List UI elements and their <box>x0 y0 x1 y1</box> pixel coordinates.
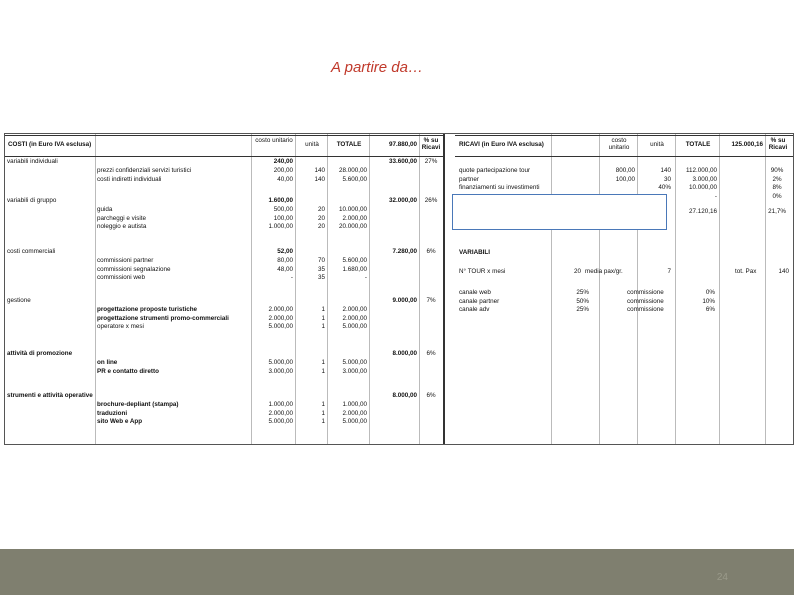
cost-section-pct: 6% <box>426 248 436 255</box>
cost-item-total: - <box>364 274 367 282</box>
costs-header-qty: unità <box>305 141 319 148</box>
cost-item-unit: 1.000,00 <box>268 223 293 231</box>
cost-item-qty: 1 <box>321 401 325 408</box>
page-number: 24 <box>716 572 728 583</box>
channel-commission-label: commissione <box>627 297 664 305</box>
cost-item-label: commissioni web <box>97 274 145 282</box>
channel-pct: 25% <box>576 289 589 296</box>
cost-section-unit: 240,00 <box>273 158 293 165</box>
revenue-item-pct: 90% <box>770 167 784 174</box>
cost-section-total: 9.000,00 <box>392 297 417 304</box>
cost-item-total: 1.680,00 <box>342 265 367 273</box>
cost-item-label: commissioni segnalazione <box>97 265 171 273</box>
cost-item-qty: 1 <box>321 314 325 322</box>
revenue-item-pct: 0% <box>772 192 782 200</box>
cost-section-total: 33.600,00 <box>388 158 417 165</box>
costs-header-label: COSTI (in Euro IVA esclusa) <box>8 141 92 148</box>
cost-section-name: variabili individuali <box>7 158 58 165</box>
revenue-item-unit: 800,00 <box>615 167 635 174</box>
cost-item-qty: 20 <box>317 206 325 213</box>
cost-item-qty: 1 <box>321 418 325 426</box>
cost-item-qty: 1 <box>321 359 325 366</box>
margin-total: 27.120,16 <box>688 208 717 215</box>
cost-item-unit: 80,00 <box>277 257 293 264</box>
media-value: 7 <box>667 268 671 275</box>
cost-section-name: costi commerciali <box>7 248 56 255</box>
cost-item-qty: 1 <box>321 367 325 375</box>
cost-item-total: 2.000,00 <box>342 214 367 222</box>
channel-label: canale web <box>459 289 491 296</box>
cost-item-total: 2.000,00 <box>342 314 367 322</box>
cost-item-unit: 5.000,00 <box>268 323 293 331</box>
cost-item-total: 2.000,00 <box>342 306 367 313</box>
cost-item-qty: 35 <box>317 274 325 282</box>
cost-item-total: 5.000,00 <box>342 323 367 331</box>
revenue-item-unit: 100,00 <box>615 175 635 183</box>
cost-item-label: on line <box>97 359 118 366</box>
cost-item-unit: 2.000,00 <box>268 314 293 322</box>
revenue-item-qty: 40% <box>658 184 671 192</box>
cost-section-pct: 26% <box>424 197 438 204</box>
variabili-label: VARIABILI <box>459 249 491 256</box>
cost-item-total: 5.600,00 <box>342 175 367 183</box>
cost-section-name: variabili di gruppo <box>7 197 57 204</box>
channel-commission: 0% <box>705 289 715 296</box>
cost-item-unit: 100,00 <box>273 214 293 222</box>
revenue-item-total: 112.000,00 <box>685 167 717 174</box>
costs-grand-total: 97.880,00 <box>388 141 417 148</box>
revenue-item-label: quote partecipazione tour <box>459 167 531 174</box>
cost-section-name: gestione <box>7 297 31 304</box>
cost-item-qty: 140 <box>314 175 325 183</box>
cost-item-unit: 2.000,00 <box>268 409 293 417</box>
revenues-header-qty: unità <box>650 141 664 148</box>
cost-item-unit: 5.000,00 <box>268 418 293 426</box>
cost-item-label: traduzioni <box>97 409 128 417</box>
revenue-item-label: partner <box>459 175 479 183</box>
cost-item-total: 1.000,00 <box>342 401 367 408</box>
revenues-grand-total: 125.000,16 <box>731 141 763 148</box>
cost-item-total: 28.000,00 <box>338 167 367 174</box>
cost-item-qty: 140 <box>314 167 325 174</box>
cost-item-label: sito Web e App <box>97 418 143 426</box>
cost-item-unit: 3.000,00 <box>268 367 293 375</box>
revenues-header-unit-cost: costo unitario <box>608 137 630 151</box>
channel-pct: 25% <box>576 306 589 314</box>
channel-label: canale adv <box>459 306 490 314</box>
cost-item-unit: 200,00 <box>273 167 293 174</box>
spreadsheet <box>4 133 794 445</box>
cost-item-total: 5.000,00 <box>342 418 367 426</box>
cost-item-label: parcheggi e visite <box>97 214 147 222</box>
channel-label: canale partner <box>459 297 500 305</box>
cost-item-label: brochure-depliant (stampa) <box>97 401 179 408</box>
revenue-item-total: - <box>714 192 717 200</box>
cost-item-qty: 1 <box>321 306 325 313</box>
cost-item-label: operatore x mesi <box>97 323 144 331</box>
cost-item-qty: 1 <box>321 323 325 331</box>
cost-item-qty: 35 <box>317 265 325 273</box>
cost-section-total: 32.000,00 <box>388 197 417 204</box>
media-label: media pax/gr. <box>585 268 623 275</box>
cost-section-pct: 27% <box>424 158 438 165</box>
cost-item-total: 5.000,00 <box>342 359 367 366</box>
channel-commission-label: commissione <box>627 289 664 296</box>
cost-item-total: 2.000,00 <box>342 409 367 417</box>
cost-item-unit: 48,00 <box>277 265 293 273</box>
revenue-item-label: finanziamenti su investimenti <box>459 184 540 192</box>
channel-commission: 6% <box>705 306 715 314</box>
cost-item-label: progettazione proposte turistiche <box>97 306 198 313</box>
cost-section-unit: 1.600,00 <box>268 197 293 204</box>
cost-section-pct: 6% <box>426 392 436 399</box>
revenue-item-total: 3.000,00 <box>692 175 717 183</box>
costs-header-total: TOTALE <box>336 141 362 148</box>
revenue-item-pct: 2% <box>772 175 782 183</box>
cost-item-label: progettazione strumenti promo-commerciali <box>97 314 229 322</box>
cost-item-label: costi indiretti individuali <box>97 175 162 183</box>
cost-item-qty: 20 <box>317 214 325 222</box>
revenue-item-qty: 140 <box>660 167 671 174</box>
channel-pct: 50% <box>576 297 589 305</box>
cost-item-unit: - <box>290 274 293 282</box>
slide-footer <box>0 549 794 595</box>
channel-commission-label: commissione <box>627 306 664 314</box>
cost-section-pct: 6% <box>426 350 436 357</box>
cost-item-label: PR e contatto diretto <box>97 367 159 375</box>
revenue-item-total: 10.000,00 <box>688 184 717 192</box>
channel-commission: 10% <box>702 297 715 305</box>
revenue-item-pct: 8% <box>772 184 782 192</box>
margin-pct: 21,7% <box>768 208 786 215</box>
tour-value: 20 <box>573 268 581 275</box>
notes-box <box>452 194 667 230</box>
cost-item-qty: 1 <box>321 409 325 417</box>
cost-item-unit: 5.000,00 <box>268 359 293 366</box>
cost-item-total: 20.000,00 <box>338 223 367 231</box>
cost-item-unit: 2.000,00 <box>268 306 293 313</box>
cost-item-unit: 1.000,00 <box>268 401 293 408</box>
cost-item-unit: 40,00 <box>277 175 293 183</box>
cost-item-unit: 500,00 <box>273 206 293 213</box>
cost-item-qty: 70 <box>317 257 325 264</box>
cost-section-name: attività di promozione <box>7 350 73 357</box>
cost-item-qty: 20 <box>317 223 325 231</box>
cost-section-name: strumenti e attività operative <box>7 392 93 399</box>
cost-item-total: 3.000,00 <box>342 367 367 375</box>
cost-item-total: 5.600,00 <box>342 257 367 264</box>
cost-item-label: commissioni partner <box>97 257 154 264</box>
revenues-header-pct: % su Ricavi <box>768 137 788 151</box>
cost-item-label: prezzi confidenziali servizi turistici <box>97 167 192 174</box>
revenue-item-qty: 30 <box>663 175 671 183</box>
cost-section-total: 7.280,00 <box>392 248 417 255</box>
cost-section-unit: 52,00 <box>277 248 293 255</box>
revenues-header-label: RICAVI (in Euro IVA esclusa) <box>459 141 544 148</box>
costs-header-pct: % su Ricavi <box>421 137 441 151</box>
slide-title: A partire da… <box>331 59 423 76</box>
cost-section-pct: 7% <box>426 297 436 304</box>
cost-item-total: 10.000,00 <box>338 206 367 213</box>
costs-header-unit-cost: costo unitario <box>255 137 293 144</box>
revenues-header-total: TOTALE <box>685 141 711 148</box>
tour-label: N° TOUR x mesi <box>459 268 506 275</box>
tot-pax-value: 140 <box>778 268 789 275</box>
cost-item-label: noleggio e autista <box>97 223 147 231</box>
tot-pax-label: tot. Pax <box>735 268 757 275</box>
cost-section-total: 8.000,00 <box>392 392 417 399</box>
cost-item-label: guida <box>97 206 113 213</box>
cost-section-total: 8.000,00 <box>392 350 417 357</box>
